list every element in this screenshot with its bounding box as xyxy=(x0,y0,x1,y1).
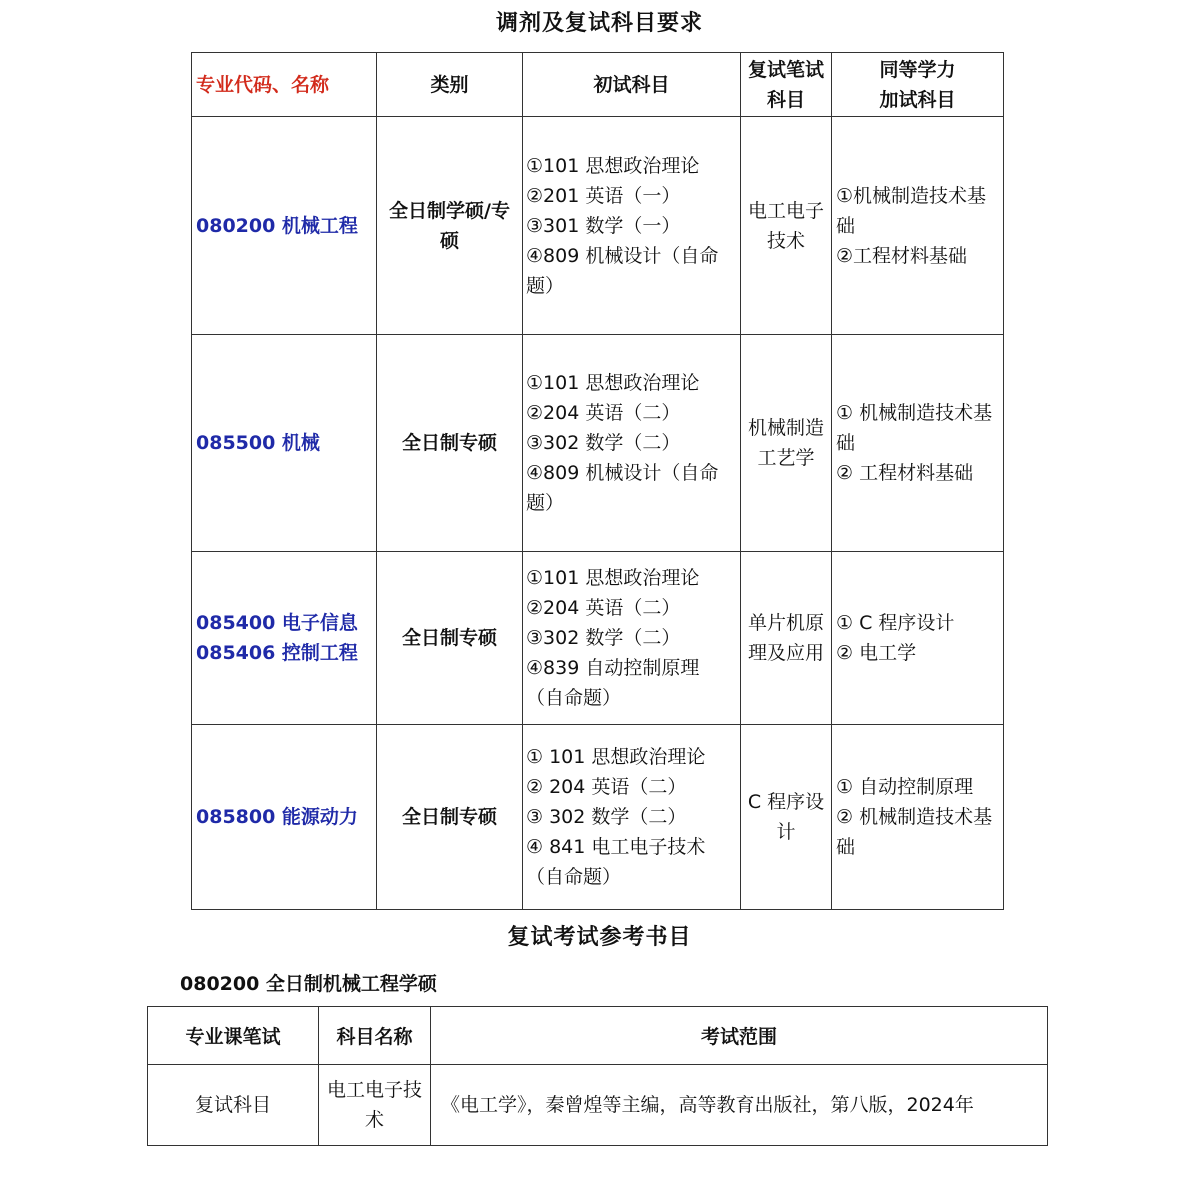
additional-item: ① C 程序设计 xyxy=(836,612,955,634)
category-cell: 全日制专硕 xyxy=(377,552,523,725)
subject-item: ④809 机械设计（自命题） xyxy=(526,462,719,514)
header-category: 类别 xyxy=(377,53,523,117)
category-cell: 全日制专硕 xyxy=(377,335,523,552)
header-exam-scope: 考试范围 xyxy=(431,1007,1048,1065)
table-row xyxy=(192,335,1004,552)
additional-item: ① 自动控制原理 xyxy=(836,776,974,798)
header-exam-type: 专业课笔试 xyxy=(148,1007,319,1065)
table-row xyxy=(192,725,1004,910)
additional-item: ② 电工学 xyxy=(836,642,917,664)
exam-type-cell: 复试科目 xyxy=(148,1065,319,1146)
subject-item: ③ 302 数学（二） xyxy=(526,806,687,828)
subject-name-cell: 电工电子技术 xyxy=(319,1065,431,1146)
major-code: 085500 机械 xyxy=(196,432,320,454)
requirements-header-row xyxy=(192,53,1004,117)
subject-item: ④809 机械设计（自命题） xyxy=(526,244,719,297)
subjects-cell xyxy=(523,117,741,335)
subject-item: ②204 英语（二） xyxy=(526,402,681,424)
major-code-cell xyxy=(192,725,377,910)
header-equivalent xyxy=(832,53,1004,117)
major-code-cell xyxy=(192,117,377,335)
additional-subjects-cell xyxy=(832,725,1004,910)
major-code: 085400 电子信息 xyxy=(196,612,358,634)
subject-item: ③301 数学（一） xyxy=(526,214,681,237)
additional-subjects-cell xyxy=(832,552,1004,725)
subjects-cell xyxy=(523,552,741,725)
major-code-cell xyxy=(192,552,377,725)
exam-scope-cell: 《电工学》，秦曾煌等主编，高等教育出版社，第八版，2024年 xyxy=(431,1065,1048,1146)
additional-subjects-cell xyxy=(832,117,1004,335)
section-subtitle: 080200 全日制机械工程学硕 xyxy=(180,973,437,995)
major-code: 080200 机械工程 xyxy=(196,214,358,237)
additional-item: ① 机械制造技术基础 xyxy=(836,402,993,454)
retest-subject-cell: 机械制造工艺学 xyxy=(741,335,832,552)
retest-subject-cell: C 程序设计 xyxy=(741,725,832,910)
subject-item: ①101 思想政治理论 xyxy=(526,567,700,589)
subject-item: ② 204 英语（二） xyxy=(526,776,687,798)
subject-item: ②201 英语（一） xyxy=(526,184,681,207)
category-cell: 全日制学硕/专硕 xyxy=(377,117,523,335)
requirements-table xyxy=(191,52,1004,910)
subject-item: ③302 数学（二） xyxy=(526,627,681,649)
subject-item: ①101 思想政治理论 xyxy=(526,154,700,177)
reference-header-row xyxy=(148,1007,1048,1065)
table-row xyxy=(192,552,1004,725)
header-code: 专业代码、名称 xyxy=(192,53,377,117)
additional-item: ①机械制造技术基础 xyxy=(836,184,987,237)
major-code: 085406 控制工程 xyxy=(196,642,358,664)
header-equiv-line2: 加试科目 xyxy=(879,88,956,111)
subject-item: ① 101 思想政治理论 xyxy=(526,746,706,768)
subject-item: ④ 841 电工电子技术（自命题） xyxy=(526,836,706,888)
subject-item: ③302 数学（二） xyxy=(526,432,681,454)
header-retest-line1: 复试笔试 xyxy=(747,58,824,81)
major-code-cell xyxy=(192,335,377,552)
page-title: 调剂及复试科目要求 xyxy=(495,11,703,36)
table-row xyxy=(192,117,1004,335)
table-row xyxy=(148,1065,1048,1146)
category-cell: 全日制专硕 xyxy=(377,725,523,910)
reference-books-table xyxy=(147,1006,1048,1146)
section-title: 复试考试参考书目 xyxy=(507,925,692,950)
subject-item: ①101 思想政治理论 xyxy=(526,372,700,394)
subjects-cell xyxy=(523,335,741,552)
subject-item: ④839 自动控制原理（自命题） xyxy=(526,657,700,709)
additional-item: ②工程材料基础 xyxy=(836,244,968,267)
retest-subject-cell: 电工电子技术 xyxy=(741,117,832,335)
additional-subjects-cell xyxy=(832,335,1004,552)
subject-item: ②204 英语（二） xyxy=(526,597,681,619)
header-subject-name: 科目名称 xyxy=(319,1007,431,1065)
major-code: 085800 能源动力 xyxy=(196,806,358,828)
header-retest xyxy=(741,53,832,117)
additional-item: ② 工程材料基础 xyxy=(836,462,974,484)
header-equiv-line1: 同等学力 xyxy=(879,58,956,81)
retest-subject-cell: 单片机原理及应用 xyxy=(741,552,832,725)
subjects-cell xyxy=(523,725,741,910)
header-retest-line2: 科目 xyxy=(766,88,805,111)
header-initial: 初试科目 xyxy=(523,53,741,117)
additional-item: ② 机械制造技术基础 xyxy=(836,806,993,858)
